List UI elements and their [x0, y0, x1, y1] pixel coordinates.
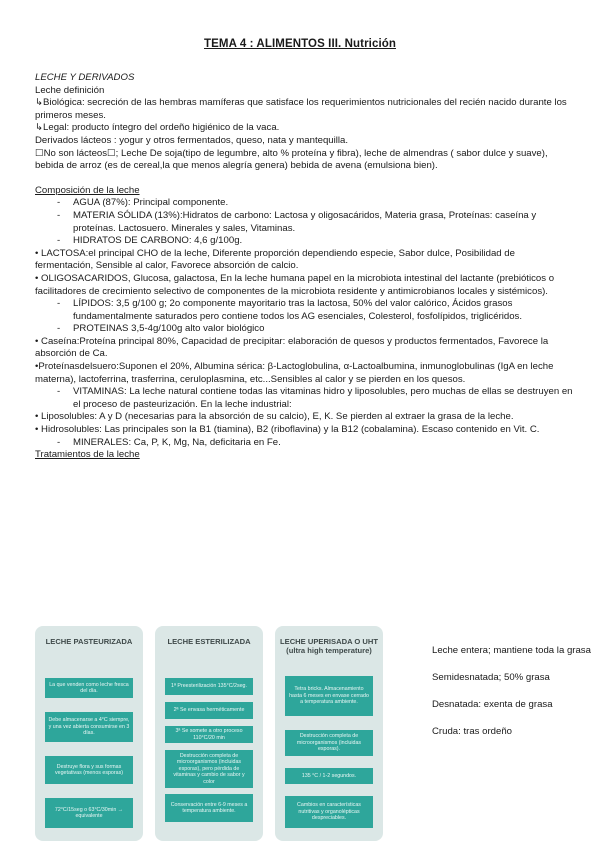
- dash-item: - VITAMINAS: La leche natural contiene todas las vitaminas hidro y liposolubles, pero muchas de ellas se destruyen en el proceso de pasteurización. En la leche industrial:: [35, 386, 575, 411]
- info-box: Tetra bricks. Almacenamiento hasta 6 meses en envase cerrado a temperatura ambiente.: [285, 676, 373, 716]
- info-box: 2ª Se envasa herméticamente: [165, 702, 253, 719]
- info-box: Destrucción completa de microorganismos (incluidas esporas).: [285, 730, 373, 756]
- dash-item: - MINERALES: Ca, P, K, Mg, Na, deficitaria en Fe.: [35, 437, 575, 450]
- milk-type: Leche entera; mantiene toda la grasa: [432, 645, 591, 656]
- bullet-item: • Liposolubles: A y D (necesarias para la absorción de su calcio), E, K. Se pierden al extraer la grasa de la leche.: [35, 411, 514, 423]
- info-box: Destruye flora y sus formas vegetativas (menos esporas): [45, 756, 133, 784]
- info-box: Conservación entre 6-9 meses a temperatura ambiente.: [165, 794, 253, 822]
- dash-item: - LÍPIDOS: 3,5 g/100 g; 2o componente mayoritario tras la lactosa, 50% del valor calórico, Ácidos grasos fundamentalmente saturados pero contiene todos los AG esenciales, Colesterol, fosfolípidos, triglicéridos.: [35, 298, 575, 323]
- bullet-item: • Hidrosolubles: Las principales son la B1 (tiamina), B2 (riboflavina) y la B12 (cobalamina). Escaso contenido en Vit. C.: [35, 424, 540, 436]
- card-uht: [275, 626, 383, 841]
- intro-line: ↳Legal: producto íntegro del ordeño higiénico de la vaca.: [35, 122, 280, 134]
- card-title: LECHE UPERISADA O UHT (ultra high temperature): [279, 637, 379, 655]
- intro-line: Derivados lácteos : yogur y otros fermentados, queso, nata y mantequilla.: [35, 134, 349, 146]
- milk-type: Semidesnatada; 50% grasa: [432, 672, 550, 683]
- composition-heading: Composición de la leche: [35, 184, 140, 196]
- info-box: Cambios en características nutritivas y organolépticas despreciables.: [285, 796, 373, 828]
- info-box: La que venden como leche fresca del día.: [45, 678, 133, 698]
- composition-list: [35, 197, 575, 449]
- dash-item: - AGUA (87%): Principal componente.: [35, 197, 575, 210]
- bullet-item: • OLIGOSACARIDOS, Glucosa, galactosa, En la leche humana papel en la microbiota intestinal del lactante (prebióticos o facilitadores de crecimiento selectivo de componentes de la microbiota residente y antimicrobianos locales y sistémicos).: [35, 272, 555, 297]
- card-esterilizada: [155, 626, 263, 841]
- card-title: LECHE PASTEURIZADA: [45, 637, 133, 646]
- dash-item: - PROTEINAS 3,5-4g/100g alto valor biológico: [35, 323, 575, 336]
- info-box: 135 °C / 1-2 segundos.: [285, 768, 373, 784]
- dash-item: - HIDRATOS DE CARBONO: 4,6 g/100g.: [35, 235, 575, 248]
- intro-line: ☐No son lácteos☐; Leche De soja(tipo de legumbre, alto % proteína y fibra), leche de almendras ( sabor dulce y suave), bebida de arroz (es de cereal,la que menos alegría genera) bebida de avena (emulsiona bien).: [35, 147, 548, 172]
- milk-type: Cruda: tras ordeño: [432, 726, 512, 737]
- bullet-item: • Caseína:Proteína principal 80%, Capacidad de precipitar: elaboración de quesos y productos fermentados, Favorece la absorción de Ca.: [35, 335, 549, 360]
- treatments-infographic: [35, 626, 387, 841]
- info-box: Debe almacenarse a 4°C siempre, y una vez abierta consumirse en 3 días.: [45, 712, 133, 742]
- intro-line: ↳Biológica: secreción de las hembras mamíferas que satisface los requerimientos nutricionales del recién nacido durante los primeros meses.: [35, 97, 567, 121]
- info-box: 1ª Preesterilización 135°C/2seg.: [165, 678, 253, 695]
- document-body: [35, 72, 575, 462]
- info-box: 72°C/15seg o 63°C/30min → equivalente: [45, 798, 133, 828]
- info-box: 3ª Se somete a otro proceso 110°C/20 min: [165, 726, 253, 743]
- card-title: LECHE ESTERILIZADA: [167, 637, 251, 646]
- page-title: TEMA 4 : ALIMENTOS III. Nutrición: [204, 38, 396, 50]
- milk-types-list: [432, 644, 600, 752]
- milk-type: Desnatada: exenta de grasa: [432, 699, 553, 710]
- card-pasteurizada: [35, 626, 143, 841]
- intro-line: Leche definición: [35, 84, 105, 96]
- bullet-item: •Proteínasdelsuero:Suponen el 20%, Albumina sérica: β-Lactoglobulina, α-Lactoalbumina, inmunoglobulinas (IgA en leche materna), lactoferrina, trasferrina, ceruloplasmina, etc...Sensibles al calor y se pierden en los quesos.: [35, 361, 554, 385]
- section-title: LECHE Y DERIVADOS: [35, 72, 135, 83]
- info-box: Destrucción completa de microorganismos (incluidas esporas), pero pérdida de vitaminas y cambio de sabor y color: [165, 750, 253, 788]
- dash-item: - MATERIA SÓLIDA (13%):Hidratos de carbono: Lactosa y oligosacáridos, Materia grasa, Proteínas: caseína y proteínas. Lactosuero. Minerales y sales, Vitaminas.: [35, 210, 575, 235]
- treatments-heading: Tratamientos de la leche: [35, 449, 140, 461]
- bullet-item: • LACTOSA:el principal CHO de la leche, Diferente proporción dependiendo especie, Sabor dulce, Posibilidad de fermentación, Sensible al calor, Favorece absorción de calcio.: [35, 247, 515, 272]
